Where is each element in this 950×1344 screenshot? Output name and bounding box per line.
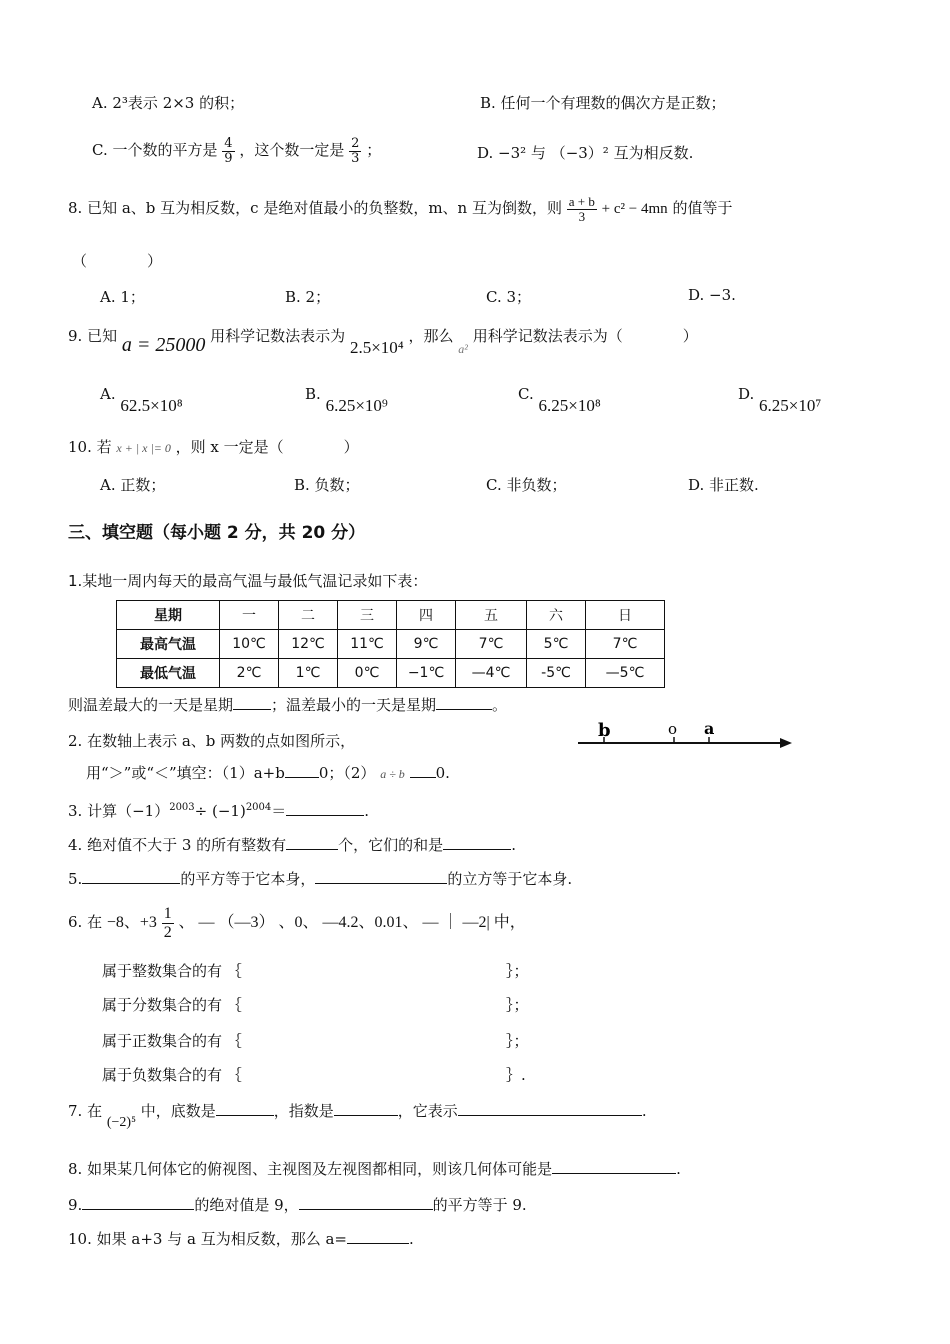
section-3-title: 三、填空题（每小题 2 分，共 20 分） [68,523,366,543]
table-cell: —4℃ [456,659,527,688]
table-cell: 最高气温 [117,630,220,659]
fill7-e: . [641,1102,647,1120]
answer-blank[interactable] [216,1101,274,1116]
table-header-cell: 六 [527,601,586,630]
fill5 [68,868,572,889]
q8-stem [68,188,732,229]
q10-stem [68,436,359,457]
label-b: b [598,720,611,741]
table-cell: 9℃ [397,630,456,659]
table-cell: 7℃ [586,630,665,659]
fill10-a: 10. 如果 a+3 与 a 互为相反数，那么 a= [68,1230,347,1248]
q9-option-d [738,384,822,415]
set-negatives-end: ｝. [506,1066,526,1084]
fill4-a: 4. 绝对值不大于 3 的所有整数有 [68,836,287,854]
fill7-b: 中，底数是 [140,1102,216,1120]
fill3-mid: ÷ (−1) [194,802,246,820]
set-integers-end: ｝； [506,962,529,980]
fill2-line2d: 0. [435,764,450,782]
label-a: a [704,719,715,738]
fill5-a: 5. [68,870,83,888]
table-cell: 7℃ [456,630,527,659]
fill7-d: ，它表示 [397,1102,458,1120]
q9-stem [68,324,698,357]
answer-blank[interactable] [315,869,447,884]
q9-prefix: 9. 已知 [68,327,118,345]
fill6-rest: 、 — （—3） 、0、 —4.2、0.01、 — ｜ —2| 中， [178,914,526,931]
fill9-a: 9. [68,1196,83,1214]
q7-c-fraction-2 [349,137,361,166]
fill5-c: 的立方等于它本身. [447,870,573,888]
q10-text: 10. 若 [68,438,112,456]
q10-option-b: B. 负数； [294,476,360,494]
q9-tail: 用科学记数法表示为（ ） [472,327,698,345]
answer-blank[interactable] [285,763,319,778]
q10-option-a: A. 正数； [100,476,166,494]
table-row-header [117,601,665,630]
fill10 [68,1228,414,1249]
q9-option-c [518,384,601,415]
q9-a-value: a = 25000 [121,334,206,356]
fill8 [68,1158,681,1179]
fill2-line2b: 0；（2） [318,764,376,782]
q7-c-frac2-den: 3 [351,150,360,166]
table-row [117,630,665,659]
table-cell: -5℃ [527,659,586,688]
q7-c-frac1-num: 4 [224,135,233,151]
q9-a-squared: a² [458,342,468,356]
q7-option-b: B. 任何一个有理数的偶次方是正数； [480,94,726,112]
q10-option-d: D. 非正数. [688,476,759,494]
q9-option-b-label: B. [305,385,321,403]
table-header-cell: 星期 [117,601,220,630]
table-header-cell: 五 [456,601,527,630]
q8-option-c: C. 3； [486,288,532,306]
table-cell: 2℃ [220,659,279,688]
fill5-b: 的平方等于它本身， [180,870,316,888]
q10-expr: x + | x |= 0 [116,441,171,455]
q9-option-d-label: D. [738,385,755,403]
label-o: o [668,720,678,738]
fill9-b: 的绝对值是 9， [194,1196,299,1214]
fill3-tail: ＝ [271,802,287,820]
fill4-b: 个，它们的和是 [338,836,444,854]
fill3-text: 3. 计算（−1） [68,802,170,820]
q9-option-c-value: 6.25×10⁸ [538,396,601,415]
weather-table [116,600,665,688]
table-cell: 1℃ [279,659,338,688]
q8-answer-paren: （ ） [72,252,163,270]
fill9 [68,1194,527,1215]
fill9-c: 的平方等于 9. [432,1196,527,1214]
fill2-line2a: 用“＞”或“＜”填空：（1）a+b [86,764,285,782]
q7-c-suffix: ； [366,141,382,159]
answer-blank[interactable] [299,1195,433,1210]
q7-c-fraction-1 [222,137,234,166]
answer-blank[interactable] [347,1229,409,1244]
q9-option-a [100,384,183,415]
answer-blank[interactable] [82,869,180,884]
answer-blank[interactable] [286,835,338,850]
q8-option-d: D. −3. [688,286,736,304]
fill7-a: 7. 在 [68,1102,103,1120]
q10-option-c: C. 非负数； [486,476,567,494]
fill6-prefix: 6. 在 [68,913,103,931]
fill7-c: ，指数是 [273,1102,334,1120]
table-header-cell: 四 [397,601,456,630]
fill10-b: . [408,1230,414,1248]
table-row [117,659,665,688]
q9-mid: 用科学记数法表示为 [210,327,346,345]
q8-option-b: B. 2； [285,288,331,306]
answer-blank[interactable] [436,695,492,710]
number-line [576,716,798,752]
fill1-after-c: 。 [492,696,508,714]
table-header-cell: 日 [586,601,665,630]
fill3-exp2: 2004 [245,802,272,813]
q8-option-a: A. 1； [100,288,145,306]
fill3-end: . [364,802,370,820]
q9-option-c-label: C. [518,385,534,403]
answer-blank[interactable] [82,1195,194,1210]
fill6-fraction [162,905,174,942]
table-cell: —5℃ [586,659,665,688]
table-header-cell: 二 [279,601,338,630]
fill1-question [68,694,507,715]
set-fractions-end: ｝； [506,996,529,1014]
table-cell: 11℃ [338,630,397,659]
q9-then: ，那么 [408,327,454,345]
fill3-exp1: 2003 [169,802,195,813]
set-positives-end: ｝； [506,1032,529,1050]
q9-option-b-value: 6.25×10⁹ [325,396,388,415]
fill3 [68,800,369,821]
q9-option-a-value: 62.5×10⁸ [120,396,183,415]
fill2-line1: 2. 在数轴上表示 a、b 两数的点如图所示， [68,732,356,750]
answer-blank[interactable] [443,835,511,850]
answer-blank[interactable] [458,1101,642,1116]
fill2-line2 [86,762,450,783]
table-cell: −1℃ [397,659,456,688]
table-header-cell: 一 [220,601,279,630]
fill1-after-b: ；温差最小的一天是星期 [271,696,437,714]
fill6-stem [68,900,526,945]
fill6-list: −8、+3 [106,914,157,931]
q7-option-a: A. 2³表示 2×3 的积； [92,94,245,112]
fill8-b: . [676,1160,681,1178]
answer-blank[interactable] [410,763,436,778]
q7-option-c [92,130,381,170]
q9-sci: 2.5×10⁴ [349,338,404,357]
table-cell: 最低气温 [117,659,220,688]
fill1-text: 1.某地一周内每天的最高气温与最低气温记录如下表： [68,572,428,590]
q7-c-mid: ，这个数一定是 [239,141,345,159]
fill8-a: 8. 如果某几何体它的俯视图、主视图及左视图都相同，则该几何体可能是 [68,1160,553,1178]
table-cell: 12℃ [279,630,338,659]
fill6-frac-num: 1 [163,904,172,922]
table-cell: 5℃ [527,630,586,659]
table-header-cell: 三 [338,601,397,630]
set-fractions-label: 属于分数集合的有 ｛ [102,996,242,1014]
fill6-frac-den: 2 [163,923,172,941]
q8-fraction [567,195,597,224]
set-negatives-label: 属于负数集合的有 ｛ [102,1066,242,1084]
answer-blank[interactable] [286,801,364,816]
fill7 [68,1100,647,1130]
fill2-line2c: a ÷ b [380,767,405,781]
fill7-expr: (−2)⁵ [106,1115,136,1130]
q8-expr-tail: + c² − 4mn [601,201,668,217]
answer-blank[interactable] [552,1159,676,1174]
set-integers-label: 属于整数集合的有 ｛ [102,962,242,980]
q7-option-d: D. −3² 与 （−3）² 互为相反数. [477,144,694,162]
q7-c-frac1-den: 9 [224,150,233,166]
fill4 [68,834,516,855]
table-cell: 0℃ [338,659,397,688]
q8-text: 8. 已知 a、b 互为相反数，c 是绝对值最小的负整数，m、n 互为倒数，则 [68,199,562,217]
q9-option-d-value: 6.25×10⁷ [759,396,822,415]
q8-frac-num: a + b [568,193,595,209]
q8-frac-den: 3 [578,208,586,224]
q10-tail: ，则 x 一定是（ ） [175,438,359,456]
set-positives-label: 属于正数集合的有 ｛ [102,1032,242,1050]
q7-c-frac2-num: 2 [351,135,360,151]
answer-blank[interactable] [233,695,271,710]
number-line-arrow [780,738,792,748]
q8-tail: 的值等于 [672,199,733,217]
q9-option-b [305,384,388,415]
fill1-after-a: 则温差最大的一天是星期 [68,696,234,714]
q9-option-a-label: A. [100,385,116,403]
answer-blank[interactable] [334,1101,398,1116]
q7-c-prefix: C. 一个数的平方是 [92,141,218,159]
fill4-c: . [511,836,516,854]
table-cell: 10℃ [220,630,279,659]
